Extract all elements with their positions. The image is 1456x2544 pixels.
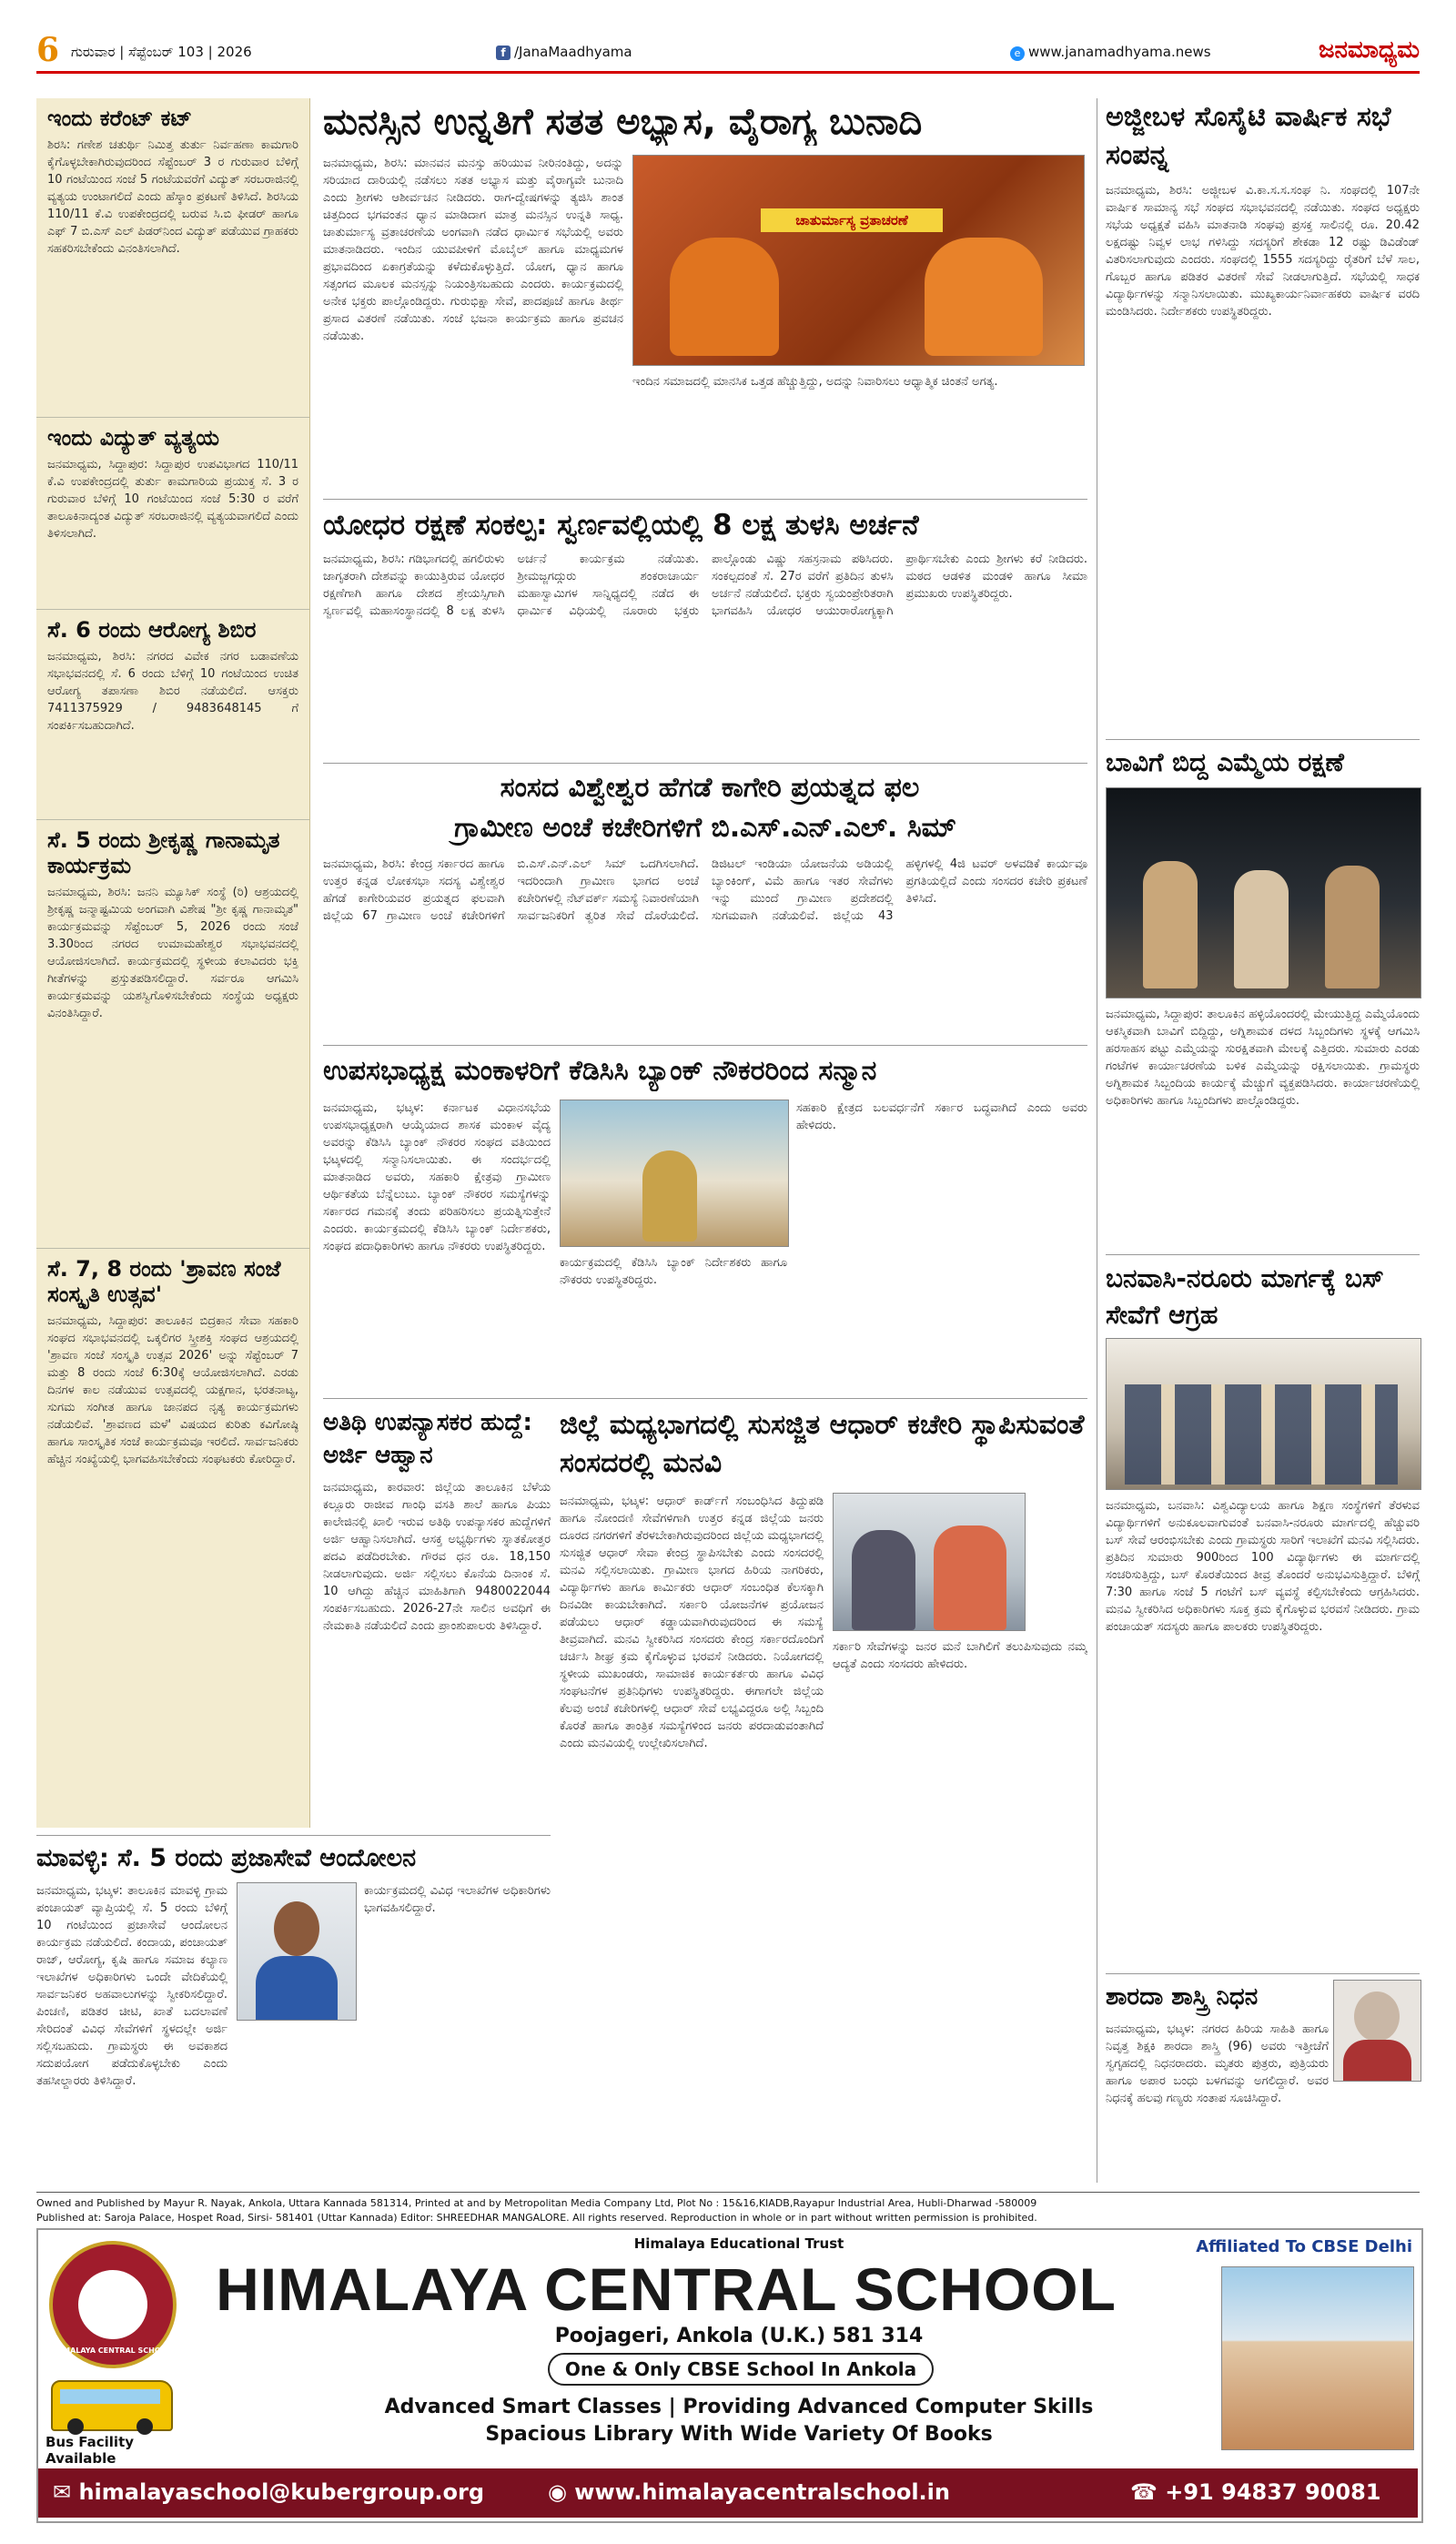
photo-banner: ಚಾತುರ್ಮಾಸ್ಯ ವ್ರತಾಚರಣೆ xyxy=(761,208,943,232)
website-link[interactable] xyxy=(1010,44,1211,61)
sidebar-item-body: ಜನಮಾಧ್ಯಮ, ಸಿದ್ದಾಪುರ: ಸಿದ್ದಾಪುರ ಉಪವಿಭಾಗದ 110/11 ಕೆ.ವಿ ಉಪಕೇಂದ್ರದಲ್ಲಿ ತುರ್ತು ಕಾಮಗಾರಿಯ ಪ್ರಯುಕ್ತ ಸೆ. 3 ರ ಗುರುವಾರ ಬೆಳಿಗ್ಗೆ 10 ಗಂಟೆಯಿಂದ ಸಂಜೆ 5:30 ರ ವರೆಗೆ ತಾಲೂಕಿನಾದ್ಯಂತ ವಿದ್ಯುತ್ ಸರಬರಾಜಿನಲ್ಲಿ ವ್ಯತ್ಯಯವಾಗಲಿದೆ ಎಂದು ತಿಳಿಸಲಾಗಿದೆ. xyxy=(47,458,298,541)
article-body: ಜನಮಾಧ್ಯಮ, ಶಿರಸಿ: ಕೇಂದ್ರ ಸರ್ಕಾರದ ಹಾಗೂ ಉತ್ತರ ಕನ್ನಡ ಲೋಕಸಭಾ ಸದಸ್ಯ ವಿಶ್ವೇಶ್ವರ ಹೆಗಡೆ ಕಾಗೇರಿಯವರ ಪ್ರಯತ್ನದ ಫಲವಾಗಿ ಜಿಲ್ಲೆಯ 67 ಗ್ರಾಮೀಣ ಅಂಚೆ ಕಚೇರಿಗಳಿಗೆ ಬಿ.ಎಸ್.ಎನ್.ಎಲ್ ಸಿಮ್ ಒದಗಿಸಲಾಗಿದೆ. ಇದರಿಂದಾಗಿ ಗ್ರಾಮೀಣ ಭಾಗದ ಅಂಚೆ ಕಚೇರಿಗಳಲ್ಲಿ ನೆಟ್‌ವರ್ಕ್ ಸಮಸ್ಯೆ ನಿವಾರಣೆಯಾಗಿ ಸಾರ್ವಜನಿಕರಿಗೆ ತ್ವರಿತ ಸೇವೆ ದೊರೆಯಲಿದೆ. ಡಿಜಿಟಲ್ ಇಂಡಿಯಾ ಯೋಜನೆಯ ಅಡಿಯಲ್ಲಿ ಬ್ಯಾಂಕಿಂಗ್, ವಿಮೆ ಹಾಗೂ ಇತರ ಸೇವೆಗಳು ಇನ್ನು ಮುಂದೆ ಗ್ರಾಮೀಣ ಪ್ರದೇಶದಲ್ಲಿ ಸುಗಮವಾಗಿ ನಡೆಯಲಿವೆ. ಜಿಲ್ಲೆಯ 43 ಹಳ್ಳಿಗಳಲ್ಲಿ 4ಜಿ ಟವರ್ ಅಳವಡಿಕೆ ಕಾರ್ಯವೂ ಪ್ರಗತಿಯಲ್ಲಿದೆ ಎಂದು ಸಂಸದರ ಕಚೇರಿ ಪ್ರಕಟಣೆ ತಿಳಿಸಿದೆ. xyxy=(323,857,1087,923)
feature-line: Spacious Library With Wide Variety Of Books xyxy=(485,2423,993,2446)
rescuer-figure xyxy=(1234,870,1289,988)
phone-number: +91 94837 90081 xyxy=(1165,2479,1381,2505)
article-body: ಜನಮಾಧ್ಯಮ, ಭಟ್ಕಳ: ನಗರದ ಹಿರಿಯ ಸಾಹಿತಿ ಹಾಗೂ ನಿವೃತ್ತ ಶಿಕ್ಷಕಿ ಶಾರದಾ ಶಾಸ್ತ್ರಿ (96) ಅವರು ಇತ್ತೀಚೆಗೆ ಸ್ವಗೃಹದಲ್ಲಿ ನಿಧನರಾದರು. ಮೃತರು ಪುತ್ರರು, ಪುತ್ರಿಯರು ಹಾಗೂ ಅಪಾರ ಬಂಧು ಬಳಗವನ್ನು ಅಗಲಿದ್ದಾರೆ. ಅವರ ನಿಧನಕ್ಕೆ ಹಲವು ಗಣ್ಯರು ಸಂತಾಪ ಸೂಚಿಸಿದ್ದಾರೆ. xyxy=(1106,2022,1329,2105)
brand-logo: ಜನಮಾಧ್ಯಮ xyxy=(1319,36,1420,64)
seal-text: HIMALAYA CENTRAL SCHOOL xyxy=(54,2346,172,2355)
headline: ಬಾವಿಗೆ ಬಿದ್ದ ಎಮ್ಮೆಯ ರಕ್ಷಣೆ xyxy=(1106,747,1344,777)
headline: ಯೋಧರ ರಕ್ಷಣೆ ಸಂಕಲ್ಪ: ಸ್ವರ್ಣವಲ್ಲಿಯಲ್ಲಿ 8 ಲಕ್ಷ ತುಳಸಿ ಅರ್ಚನೆ xyxy=(323,509,919,542)
phone-contact[interactable] xyxy=(1130,2479,1380,2505)
imprint xyxy=(36,2192,1420,2225)
issue-date: ಗುರುವಾರ | ಸೆಪ್ಟೆಂಬರ್ 103 | 2026 xyxy=(71,44,252,60)
portrait-body xyxy=(1343,2040,1411,2081)
portrait-head xyxy=(1354,1992,1400,2042)
petition-photo xyxy=(1106,1338,1421,1490)
website-contact[interactable] xyxy=(548,2479,950,2505)
bus-wheel xyxy=(136,2418,153,2435)
school-tagline: One & Only CBSE School In Ankola xyxy=(548,2353,934,2386)
sidebar-item xyxy=(36,98,309,417)
sidebar-item-title: ಸೆ. 6 ರಂದು ಆರೋಗ್ಯ ಶಿಬಿರ xyxy=(47,617,257,643)
article-body-continued: ಸಹಕಾರಿ ಕ್ಷೇತ್ರದ ಬಲವರ್ಧನೆಗೆ ಸರ್ಕಾರ ಬದ್ಧವಾಗಿದೆ ಎಂದು ಅವರು ಹೇಳಿದರು. xyxy=(796,1101,1087,1132)
article-body-continued: ಇಂದಿನ ಸಮಾಜದಲ್ಲಿ ಮಾನಸಿಕ ಒತ್ತಡ ಹೆಚ್ಚುತ್ತಿದ್ದು, ಅದನ್ನು ನಿವಾರಿಸಲು ಆಧ್ಯಾತ್ಮಿಕ ಚಿಂತನೆ ಅಗತ್ಯ. xyxy=(632,375,998,389)
feature-line: Advanced Smart Classes | Providing Advanced Computer Skills xyxy=(384,2396,1094,2418)
headline: ಮನಸ್ಸಿನ ಉನ್ನತಿಗೆ ಸತತ ಅಭ್ಯಾಸ, ವೈರಾಗ್ಯ ಬುನಾದಿ xyxy=(323,101,923,143)
school-name: HIMALAYA CENTRAL SCHOOL xyxy=(216,2255,1117,2323)
school-building-photo xyxy=(1221,2266,1414,2450)
facebook-link[interactable] xyxy=(496,44,632,60)
headline: ಉಪಸಭಾಧ್ಯಕ್ಷ ಮಂಕಾಳರಿಗೆ ಕೆಡಿಸಿಸಿ ಬ್ಯಾಂಕ್ ನೌಕರರಿಂದ ಸನ್ಮಾನ xyxy=(323,1055,877,1087)
rescuer-figure xyxy=(1143,861,1198,988)
memorandum-photo xyxy=(833,1493,1026,1631)
email-address: himalayaschool@kubergroup.org xyxy=(78,2479,485,2505)
ad-affiliation: Affiliated To CBSE Delhi xyxy=(1196,2237,1412,2256)
article-body: ಜನಮಾಧ್ಯಮ, ಶಿರಸಿ: ಅಜ್ಜೀಬಳ ವಿ.ಕಾ.ಸ.ಸ.ಸಂಘ ನಿ. ಸಂಘದಲ್ಲಿ 107ನೇ ವಾರ್ಷಿಕ ಸಾಮಾನ್ಯ ಸಭೆ ಸಂಘದ ಸಭಾಭವನದಲ್ಲಿ ನಡೆಯಿತು. ಸಂಘದ ಅಧ್ಯಕ್ಷರು ಸಭೆಯ ಅಧ್ಯಕ್ಷತೆ ವಹಿಸಿ ಮಾತನಾಡಿ ಸಂಘವು ಪ್ರಸಕ್ತ ಸಾಲಿನಲ್ಲಿ ರೂ. 20.42 ಲಕ್ಷದಷ್ಟು ನಿವ್ವಳ ಲಾಭ ಗಳಿಸಿದ್ದು ಸದಸ್ಯರಿಗೆ ಶೇಕಡಾ 12 ರಷ್ಟು ಡಿವಿಡೆಂಡ್ ವಿತರಿಸಲಾಗುವುದು ಎಂದರು. ಸಂಘದಲ್ಲಿ 1555 ಸದಸ್ಯರಿದ್ದು ರೈತರಿಗೆ ಬೆಳೆ ಸಾಲ, ಗೊಬ್ಬರ ಹಾಗೂ ಪಡಿತರ ವಿತರಣೆ ಸೇವೆ ನೀಡಲಾಗುತ್ತಿದೆ. ಸಭೆಯಲ್ಲಿ ಸಾಧಕ ವಿದ್ಯಾರ್ಥಿಗಳನ್ನು ಸನ್ಮಾನಿಸಲಾಯಿತು. ಮುಖ್ಯಕಾರ್ಯನಿರ್ವಾಹಕರು ವಾರ್ಷಿಕ ವರದಿ ಮಂಡಿಸಿದರು. ನಿರ್ದೇಶಕರು ಉಪಸ್ಥಿತರಿದ್ದರು. xyxy=(1106,184,1420,319)
imprint-line: Published at: Saroja Palace, Hospet Road, Sirsi- 581401 (Uttar Kannada) Editor: SHREEDHAR MANGALORE. All rights reserved. Reproduction in whole or in part without written permission is prohibited. xyxy=(36,2212,1037,2224)
sidebar-item-title: ಸೆ. 5 ರಂದು ಶ್ರೀಕೃಷ್ಣ ಗಾನಾಮೃತ ಕಾರ್ಯಕ್ರಮ xyxy=(47,827,280,878)
school-seal xyxy=(49,2241,177,2368)
felicitation-photo xyxy=(560,1100,789,1247)
seal-inner xyxy=(78,2270,147,2339)
phone-icon: ☎ xyxy=(1130,2479,1166,2505)
sidebar-item-body: ಜನಮಾಧ್ಯಮ, ಶಿರಸಿ: ನಗರದ ವಿವೇಕ ನಗರ ಬಡಾವಣೆಯ ಸಭಾಭವನದಲ್ಲಿ ಸೆ. 6 ರಂದು ಬೆಳಿಗ್ಗೆ 10 ಗಂಟೆಯಿಂದ ಉಚಿತ ಆರೋಗ್ಯ ತಪಾಸಣಾ ಶಿಬಿರ ನಡೆಯಲಿದೆ. ಆಸಕ್ತರು 7411375929 / 9483648145 ಗೆ ಸಂಪರ್ಕಿಸಬಹುದಾಗಿದೆ. xyxy=(47,650,298,733)
contact-bar xyxy=(38,2468,1418,2518)
obituary-portrait xyxy=(1333,1980,1421,2082)
person-figure xyxy=(852,1530,915,1630)
subheadline: ಗ್ರಾಮೀಣ ಅಂಚೆ ಕಚೇರಿಗಳಿಗೆ ಬಿ.ಎಸ್.ಎನ್.ಎಲ್. ಸಿಮ್ xyxy=(454,812,956,844)
sidebar-item-title: ಸೆ. 7, 8 ರಂದು 'ಶ್ರಾವಣ ಸಂಜೆ ಸಂಸ್ಕೃತಿ ಉತ್ಸವ' xyxy=(47,1256,281,1307)
swamiji-photo xyxy=(632,155,1085,366)
article-body: ಜನಮಾಧ್ಯಮ, ಭಟ್ಕಳ: ಕರ್ನಾಟಕ ವಿಧಾನಸಭೆಯ ಉಪಸಭಾಧ್ಯಕ್ಷರಾಗಿ ಆಯ್ಕೆಯಾದ ಶಾಸಕ ಮಂಕಾಳ ವೈದ್ಯ ಅವರನ್ನು ಕೆಡಿಸಿಸಿ ಬ್ಯಾಂಕ್ ನೌಕರರ ಸಂಘದ ವತಿಯಿಂದ ಭಟ್ಕಳದಲ್ಲಿ ಸನ್ಮಾನಿಸಲಾಯಿತು. ಈ ಸಂದರ್ಭದಲ್ಲಿ ಮಾತನಾಡಿದ ಅವರು, ಸಹಕಾರಿ ಕ್ಷೇತ್ರವು ಗ್ರಾಮೀಣ ಆರ್ಥಿಕತೆಯ ಬೆನ್ನೆಲುಬು. ಬ್ಯಾಂಕ್ ನೌಕರರ ಸಮಸ್ಯೆಗಳನ್ನು ಸರ್ಕಾರದ ಗಮನಕ್ಕೆ ತಂದು ಪರಿಹರಿಸಲು ಪ್ರಯತ್ನಿಸುತ್ತೇನೆ ಎಂದರು. ಕಾರ್ಯಕ್ರಮದಲ್ಲಿ ಕೆಡಿಸಿಸಿ ಬ್ಯಾಂಕ್ ನಿರ್ದೇಶಕರು, ಸಂಘದ ಪದಾಧಿಕಾರಿಗಳು ಹಾಗೂ ನೌಕರರು ಉಪಸ್ಥಿತರಿದ್ದರು. xyxy=(323,1101,551,1253)
honoree-figure xyxy=(642,1150,697,1242)
bus-facility-label: Bus Facility Available xyxy=(46,2434,135,2467)
globe-icon: ◉ xyxy=(548,2479,575,2505)
email-contact[interactable] xyxy=(53,2479,484,2505)
official-portrait-photo xyxy=(237,1882,357,2021)
bus-wheel xyxy=(67,2418,84,2435)
facebook-icon: f xyxy=(496,46,511,60)
article-body: ಜನಮಾಧ್ಯಮ, ಬನವಾಸಿ: ವಿಶ್ವವಿದ್ಯಾಲಯ ಹಾಗೂ ಶಿಕ್ಷಣ ಸಂಸ್ಥೆಗಳಿಗೆ ತೆರಳುವ ವಿದ್ಯಾರ್ಥಿಗಳಿಗೆ ಅನುಕೂಲವಾಗುವಂತೆ ಬನವಾಸಿ-ನರೂರು ಮಾರ್ಗದಲ್ಲಿ ಹೆಚ್ಚುವರಿ ಬಸ್ ಸೇವೆ ಆರಂಭಿಸಬೇಕು ಎಂದು ಗ್ರಾಮಸ್ಥರು ಸಾರಿಗೆ ಇಲಾಖೆಗೆ ಮನವಿ ಸಲ್ಲಿಸಿದರು. ಪ್ರತಿದಿನ ಸುಮಾರು 900ರಿಂದ 100 ವಿದ್ಯಾರ್ಥಿಗಳು ಈ ಮಾರ್ಗದಲ್ಲಿ ಸಂಚರಿಸುತ್ತಿದ್ದು, ಬಸ್ ಕೊರತೆಯಿಂದ ತೀವ್ರ ತೊಂದರೆ ಅನುಭವಿಸುತ್ತಿದ್ದಾರೆ. ಬೆಳಿಗ್ಗೆ 7:30 ಹಾಗೂ ಸಂಜೆ 5 ಗಂಟೆಗೆ ಬಸ್ ವ್ಯವಸ್ಥೆ ಕಲ್ಪಿಸಬೇಕೆಂದು ಆಗ್ರಹಿಸಿದರು. ಮನವಿ ಸ್ವೀಕರಿಸಿದ ಅಧಿಕಾರಿಗಳು ಸೂಕ್ತ ಕ್ರಮ ಕೈಗೊಳ್ಳುವ ಭರವಸೆ ನೀಡಿದರು. ಗ್ರಾಮ ಪಂಚಾಯತ್ ಸದಸ್ಯರು ಹಾಗೂ ಪಾಲಕರು ಉಪಸ್ಥಿತರಿದ್ದರು. xyxy=(1106,1499,1420,1634)
group-figure xyxy=(1125,1384,1398,1485)
sidebar-item-body: ಜನಮಾಧ್ಯಮ, ಸಿದ್ದಾಪುರ: ತಾಲೂಕಿನ ಬಿದ್ರಕಾನ ಸೇವಾ ಸಹಕಾರಿ ಸಂಘದ ಸಭಾಭವನದಲ್ಲಿ ಒಕ್ಕಲಿಗರ ಸ್ತ್ರೀಶಕ್ತಿ ಸಂಘದ ಆಶ್ರಯದಲ್ಲಿ 'ಶ್ರಾವಣ ಸಂಜೆ ಸಂಸ್ಕೃತಿ ಉತ್ಸವ 2026' ಅನ್ನು ಸೆಪ್ಟೆಂಬರ್ 7 ಮತ್ತು 8 ರಂದು ಸಂಜೆ 6:30ಕ್ಕೆ ಆಯೋಜಿಸಲಾಗಿದೆ. ಎರಡು ದಿನಗಳ ಕಾಲ ನಡೆಯುವ ಉತ್ಸವದಲ್ಲಿ ಯಕ್ಷಗಾನ, ಭರತನಾಟ್ಯ, ಸುಗಮ ಸಂಗೀತ ಹಾಗೂ ಜಾನಪದ ನೃತ್ಯ ಕಾರ್ಯಕ್ರಮಗಳು ನಡೆಯಲಿವೆ. 'ಶ್ರಾವಣದ ಮಳೆ' ವಿಷಯದ ಕುರಿತು ಕವಿಗೋಷ್ಠಿ ಹಾಗೂ ಸಾಂಸ್ಕೃತಿಕ ಸಂಜೆ ಕಾರ್ಯಕ್ರಮವೂ ಇರಲಿದೆ. ಸಾರ್ವಜನಿಕರು ಹೆಚ್ಚಿನ ಸಂಖ್ಯೆಯಲ್ಲಿ ಭಾಗವಹಿಸಬೇಕೆಂದು ಸಂಘಟಕರು ಕೋರಿದ್ದಾರೆ. xyxy=(47,1314,298,1466)
headline: ಅತಿಥಿ ಉಪನ್ಯಾಸಕರ ಹುದ್ದೆ: ಅರ್ಜಿ ಆಹ್ವಾನ xyxy=(323,1409,532,1469)
headline: ಶಾರದಾ ಶಾಸ್ತ್ರಿ ನಿಧನ xyxy=(1106,1983,1259,2011)
sidebar-item-title: ಇಂದು ಕರೆಂಟ್ ಕಟ್ xyxy=(47,106,192,131)
bus-window xyxy=(60,2389,160,2404)
article-body: ಜನಮಾಧ್ಯಮ, ಭಟ್ಕಳ: ತಾಲೂಕಿನ ಮಾವಳ್ಳಿ ಗ್ರಾಮ ಪಂಚಾಯತ್ ವ್ಯಾಪ್ತಿಯಲ್ಲಿ ಸೆ. 5 ರಂದು ಬೆಳಿಗ್ಗೆ 10 ಗಂಟೆಯಿಂದ ಪ್ರಜಾಸೇವೆ ಆಂದೋಲನ ಕಾರ್ಯಕ್ರಮ ನಡೆಯಲಿದೆ. ಕಂದಾಯ, ಪಂಚಾಯತ್ ರಾಜ್, ಆರೋಗ್ಯ, ಕೃಷಿ ಹಾಗೂ ಸಮಾಜ ಕಲ್ಯಾಣ ಇಲಾಖೆಗಳ ಅಧಿಕಾರಿಗಳು ಒಂದೇ ವೇದಿಕೆಯಲ್ಲಿ ಸಾರ್ವಜನಿಕರ ಅಹವಾಲುಗಳನ್ನು ಸ್ವೀಕರಿಸಲಿದ್ದಾರೆ. ಪಿಂಚಣಿ, ಪಡಿತರ ಚೀಟಿ, ಖಾತೆ ಬದಲಾವಣೆ ಸೇರಿದಂತೆ ವಿವಿಧ ಸೇವೆಗಳಿಗೆ ಸ್ಥಳದಲ್ಲೇ ಅರ್ಜಿ ಸಲ್ಲಿಸಬಹುದು. ಗ್ರಾಮಸ್ಥರು ಈ ಅವಕಾಶದ ಸದುಪಯೋಗ ಪಡೆದುಕೊಳ್ಳಬೇಕು ಎಂದು ತಹಸೀಲ್ದಾರರು ತಿಳಿಸಿದ್ದಾರೆ. xyxy=(36,1884,228,2088)
rescuer-figure xyxy=(1325,866,1380,988)
article-body-continued: ಕಾರ್ಯಕ್ರಮದಲ್ಲಿ ಕೆಡಿಸಿಸಿ ಬ್ಯಾಂಕ್ ನಿರ್ದೇಶಕರು ಹಾಗೂ ನೌಕರರು ಉಪಸ್ಥಿತರಿದ್ದರು. xyxy=(560,1256,787,1287)
article-body: ಜನಮಾಧ್ಯಮ, ಭಟ್ಕಳ: ಆಧಾರ್ ಕಾರ್ಡ್‌ಗೆ ಸಂಬಂಧಿಸಿದ ತಿದ್ದುಪಡಿ ಹಾಗೂ ನೋಂದಣಿ ಸೇವೆಗಳಿಗಾಗಿ ಉತ್ತರ ಕನ್ನಡ ಜಿಲ್ಲೆಯ ಜನರು ದೂರದ ನಗರಗಳಿಗೆ ತೆರಳಬೇಕಾಗಿರುವುದರಿಂದ ಜಿಲ್ಲೆಯ ಮಧ್ಯಭಾಗದಲ್ಲಿ ಸುಸಜ್ಜಿತ ಆಧಾರ್ ಸೇವಾ ಕೇಂದ್ರ ಸ್ಥಾಪಿಸಬೇಕು ಎಂದು ಸಂಸದರಲ್ಲಿ ಮನವಿ ಸಲ್ಲಿಸಲಾಯಿತು. ಗ್ರಾಮೀಣ ಭಾಗದ ಹಿರಿಯ ನಾಗರಿಕರು, ವಿದ್ಯಾರ್ಥಿಗಳು ಹಾಗೂ ಕಾರ್ಮಿಕರು ಆಧಾರ್ ಸಂಬಂಧಿತ ಕೆಲಸಕ್ಕಾಗಿ ದಿನವಿಡೀ ಕಾಯಬೇಕಾಗಿದೆ. ಸರ್ಕಾರಿ ಯೋಜನೆಗಳ ಪ್ರಯೋಜನ ಪಡೆಯಲು ಆಧಾರ್ ಕಡ್ಡಾಯವಾಗಿರುವುದರಿಂದ ಈ ಸಮಸ್ಯೆ ತೀವ್ರವಾಗಿದೆ. ಮನವಿ ಸ್ವೀಕರಿಸಿದ ಸಂಸದರು ಕೇಂದ್ರ ಸರ್ಕಾರದೊಂದಿಗೆ ಚರ್ಚಿಸಿ ಶೀಘ್ರ ಕ್ರಮ ಕೈಗೊಳ್ಳುವ ಭರವಸೆ ನೀಡಿದರು. ನಿಯೋಗದಲ್ಲಿ ಸ್ಥಳೀಯ ಮುಖಂಡರು, ಸಾಮಾಜಿಕ ಕಾರ್ಯಕರ್ತರು ಹಾಗೂ ವಿವಿಧ ಸಂಘಟನೆಗಳ ಪ್ರತಿನಿಧಿಗಳು ಉಪಸ್ಥಿತರಿದ್ದರು. ಈಗಾಗಲೇ ಜಿಲ್ಲೆಯ ಕೆಲವು ಅಂಚೆ ಕಚೇರಿಗಳಲ್ಲಿ ಆಧಾರ್ ಸೇವೆ ಲಭ್ಯವಿದ್ದರೂ ಅಲ್ಲಿ ಸಿಬ್ಬಂದಿ ಕೊರತೆ ಹಾಗೂ ತಾಂತ್ರಿಕ ಸಮಸ್ಯೆಗಳಿಂದ ಜನರು ಪರದಾಡುವಂತಾಗಿದೆ ಎಂದು ಮನವಿಯಲ್ಲಿ ಉಲ್ಲೇಖಿಸಲಾಗಿದೆ. xyxy=(560,1495,824,1750)
website-url: www.janamadhyama.news xyxy=(1028,44,1211,60)
sidebar-item xyxy=(36,819,309,1248)
seated-swami-figure xyxy=(670,238,779,356)
ad-trust-name: Himalaya Educational Trust xyxy=(633,2235,844,2252)
article-body: ಜನಮಾಧ್ಯಮ, ಶಿರಸಿ: ಗಡಿಭಾಗದಲ್ಲಿ ಹಗಲಿರುಳು ಜಾಗೃತರಾಗಿ ದೇಶವನ್ನು ಕಾಯುತ್ತಿರುವ ಯೋಧರ ರಕ್ಷಣೆಗಾಗಿ ಹಾಗೂ ದೇಶದ ಶ್ರೇಯಸ್ಸಿಗಾಗಿ ಸ್ವರ್ಣವಲ್ಲಿ ಮಹಾಸಂಸ್ಥಾನದಲ್ಲಿ 8 ಲಕ್ಷ ತುಳಸಿ ಅರ್ಚನೆ ಕಾರ್ಯಕ್ರಮ ನಡೆಯಿತು. ಶ್ರೀಮಜ್ಜಗದ್ಗುರು ಶಂಕರಾಚಾರ್ಯ ಮಹಾಸ್ವಾಮಿಗಳ ಸಾನ್ನಿಧ್ಯದಲ್ಲಿ ನಡೆದ ಈ ಧಾರ್ಮಿಕ ವಿಧಿಯಲ್ಲಿ ನೂರಾರು ಭಕ್ತರು ಪಾಲ್ಗೊಂಡು ವಿಷ್ಣು ಸಹಸ್ರನಾಮ ಪಠಿಸಿದರು. ಸಂಕಲ್ಪದಂತೆ ಸೆ. 27ರ ವರೆಗೆ ಪ್ರತಿದಿನ ತುಳಸಿ ಅರ್ಚನೆ ನಡೆಯಲಿದೆ. ಭಕ್ತರು ಸ್ವಯಂಪ್ರೇರಿತರಾಗಿ ಭಾಗವಹಿಸಿ ಯೋಧರ ಆಯುರಾರೋಗ್ಯಕ್ಕಾಗಿ ಪ್ರಾರ್ಥಿಸಬೇಕು ಎಂದು ಶ್ರೀಗಳು ಕರೆ ನೀಡಿದರು. ಮಠದ ಆಡಳಿತ ಮಂಡಳಿ ಹಾಗೂ ಸೀಮಾ ಪ್ರಮುಖರು ಉಪಸ್ಥಿತರಿದ್ದರು. xyxy=(323,552,1087,618)
page-number: 6 xyxy=(36,31,60,69)
article-body: ಜನಮಾಧ್ಯಮ, ಸಿದ್ದಾಪುರ: ತಾಲೂಕಿನ ಹಳ್ಳಿಯೊಂದರಲ್ಲಿ ಮೇಯುತ್ತಿದ್ದ ಎಮ್ಮೆಯೊಂದು ಆಕಸ್ಮಿಕವಾಗಿ ಬಾವಿಗೆ ಬಿದ್ದಿದ್ದು, ಅಗ್ನಿಶಾಮಕ ದಳದ ಸಿಬ್ಬಂದಿಗಳು ಸ್ಥಳಕ್ಕೆ ಆಗಮಿಸಿ ಹರಸಾಹಸ ಪಟ್ಟು ಎಮ್ಮೆಯನ್ನು ಸುರಕ್ಷಿತವಾಗಿ ಮೇಲಕ್ಕೆ ಎತ್ತಿದರು. ಸುಮಾರು ಎರಡು ಗಂಟೆಗಳ ಕಾರ್ಯಾಚರಣೆಯ ಬಳಿಕ ಎಮ್ಮೆಯನ್ನು ರಕ್ಷಿಸಲಾಯಿತು. ಗ್ರಾಮಸ್ಥರು ಅಗ್ನಿಶಾಮಕ ಸಿಬ್ಬಂದಿಯ ಕಾರ್ಯಕ್ಕೆ ಮೆಚ್ಚುಗೆ ವ್ಯಕ್ತಪಡಿಸಿದರು. ಕಾರ್ಯಾಚರಣೆಯಲ್ಲಿ ಅಧಿಕಾರಿಗಳು ಹಾಗೂ ಸಿಬ್ಬಂದಿಗಳು ಪಾಲ್ಗೊಂಡಿದ್ದರು. xyxy=(1106,1008,1420,1108)
facebook-handle: /JanaMaadhyama xyxy=(514,44,632,60)
sidebar-item xyxy=(36,609,309,819)
article-body-continued: ಸರ್ಕಾರಿ ಸೇವೆಗಳನ್ನು ಜನರ ಮನೆ ಬಾಗಿಲಿಗೆ ತಲುಪಿಸುವುದು ನಮ್ಮ ಆದ್ಯತೆ ಎಂದು ಸಂಸದರು ಹೇಳಿದರು. xyxy=(833,1640,1087,1671)
sidebar-item xyxy=(36,1248,309,1822)
headline: ಮಾವಳ್ಳಿ: ಸೆ. 5 ರಂದು ಪ್ರಜಾಸೇವೆ ಆಂದೋಲನ xyxy=(36,1844,417,1872)
headline: ಜಿಲ್ಲೆ ಮಧ್ಯಭಾಗದಲ್ಲಿ ಸುಸಜ್ಜಿತ ಆಧಾರ್ ಕಚೇರಿ ಸ್ಥಾಪಿಸುವಂತೆ ಸಂಸದರಲ್ಲಿ ಮನವಿ xyxy=(560,1409,1085,1479)
globe-icon: e xyxy=(1010,46,1025,61)
article-body: ಜನಮಾಧ್ಯಮ, ಶಿರಸಿ: ಮಾನವನ ಮನಸ್ಸು ಹರಿಯುವ ನೀರಿನಂತಿದ್ದು, ಅದನ್ನು ಸರಿಯಾದ ದಾರಿಯಲ್ಲಿ ನಡೆಸಲು ಸತತ ಅಭ್ಯಾಸ ಮತ್ತು ವೈರಾಗ್ಯವೇ ಬುನಾದಿ ಎಂದು ಶ್ರೀಗಳು ಆಶೀರ್ವಚನ ನೀಡಿದರು. ರಾಗ-ದ್ವೇಷಗಳನ್ನು ತ್ಯಜಿಸಿ ಶಾಂತ ಚಿತ್ತದಿಂದ ಭಗವಂತನ ಧ್ಯಾನ ಮಾಡಿದಾಗ ಮಾತ್ರ ಮನಸ್ಸಿನ ಉನ್ನತಿ ಸಾಧ್ಯ. ಚಾತುರ್ಮಾಸ್ಯ ವ್ರತಾಚರಣೆಯ ಅಂಗವಾಗಿ ನಡೆದ ಧಾರ್ಮಿಕ ಸಭೆಯಲ್ಲಿ ಅವರು ಮಾತನಾಡಿದರು. ಇಂದಿನ ಯುವಪೀಳಿಗೆ ಮೊಬೈಲ್ ಹಾಗೂ ಮಾಧ್ಯಮಗಳ ಪ್ರಭಾವದಿಂದ ಏಕಾಗ್ರತೆಯನ್ನು ಕಳೆದುಕೊಳ್ಳುತ್ತಿದೆ. ಯೋಗ, ಧ್ಯಾನ ಹಾಗೂ ಸತ್ಸಂಗದ ಮೂಲಕ ಮನಸ್ಸನ್ನು ನಿಯಂತ್ರಿಸಬಹುದು ಎಂದರು. ಕಾರ್ಯಕ್ರಮದಲ್ಲಿ ಅನೇಕ ಭಕ್ತರು ಪಾಲ್ಗೊಂಡಿದ್ದರು. ಗುರುಭಿಕ್ಷಾ ಸೇವೆ, ಪಾದಪೂಜೆ ಹಾಗೂ ತೀರ್ಥ ಪ್ರಸಾದ ವಿತರಣೆ ನಡೆಯಿತು. ಸಂಜೆ ಭಜನಾ ಕಾರ್ಯಕ್ರಮ ಹಾಗೂ ಪ್ರವಚನ ನಡೆಯಿತು. xyxy=(323,157,623,343)
sidebar-item-title: ಇಂದು ವಿದ್ಯುತ್ ವ್ಯತ್ಯಯ xyxy=(47,425,219,451)
article-body-continued: ಕಾರ್ಯಕ್ರಮದಲ್ಲಿ ವಿವಿಧ ಇಲಾಖೆಗಳ ಅಧಿಕಾರಿಗಳು ಭಾಗವಹಿಸಲಿದ್ದಾರೆ. xyxy=(364,1884,551,1915)
website-address: www.himalayacentralschool.in xyxy=(574,2479,950,2505)
news-sidebar xyxy=(36,98,310,1828)
headline: ಬನವಾಸಿ-ನರೂರು ಮಾರ್ಗಕ್ಕೆ ಬಸ್ ಸೇವೆಗೆ ಆಗ್ರಹ xyxy=(1106,1263,1384,1330)
person-figure xyxy=(934,1525,1006,1630)
email-icon: ✉ xyxy=(53,2479,79,2505)
seated-swami-figure xyxy=(925,238,1043,356)
page-header xyxy=(36,31,1420,74)
portrait-head xyxy=(274,1901,319,1956)
portrait-body xyxy=(256,1956,338,2020)
imprint-line: Owned and Published by Mayur R. Nayak, Ankola, Uttara Kannada 581314, Printed at and by Metropolitan Media Company Ltd, Plot No : 15&16,KIADB,Rayapur Industrial Area, Hubli-Dharwad -580009 xyxy=(36,2197,1037,2209)
sidebar-item-body: ಶಿರಸಿ: ಗಣೇಶ ಚತುರ್ಥಿ ನಿಮಿತ್ತ ತುರ್ತು ನಿರ್ವಹಣಾ ಕಾಮಗಾರಿ ಕೈಗೊಳ್ಳಬೇಕಾಗಿರುವುದರಿಂದ ಸೆಪ್ಟೆಂಬರ್ 3 ರ ಗುರುವಾರ ಬೆಳಿಗ್ಗೆ 10 ಗಂಟೆಯಿಂದ ಸಂಜೆ 5 ಗಂಟೆಯವರೆಗೆ ವಿದ್ಯುತ್ ಸರಬರಾಜಿನಲ್ಲಿ ವ್ಯತ್ಯಯ ಉಂಟಾಗಲಿದೆ ಎಂದು ಹೆಸ್ಕಾಂ ಪ್ರಕಟಣೆ ತಿಳಿಸಿದೆ. ಶಿರಸಿಯ 110/11 ಕೆ.ವಿ ಉಪಕೇಂದ್ರದಲ್ಲಿ ಬರುವ ಸಿ.ಬಿ ಫೀಡರ್ ಹಾಗೂ ಎಫ್ 7 ಬಿ.ಎಸ್ ಎಲ್ ಪಿಡರ್‌ನಿಂದ ವಿದ್ಯುತ್ ಪಡೆಯುವ ಗ್ರಾಹಕರು ಸಹಕರಿಸಬೇಕೆಂದು ವಿನಂತಿಸಲಾಗಿದೆ. xyxy=(47,138,298,256)
headline: ಸಂಸದ ವಿಶ್ವೇಶ್ವರ ಹೆಗಡೆ ಕಾಗೇರಿ ಪ್ರಯತ್ನದ ಫಲ xyxy=(500,772,920,804)
headline: ಅಜ್ಜೀಬಳ ಸೊಸೈಟಿ ವಾರ್ಷಿಕ ಸಭೆ ಸಂಪನ್ನ xyxy=(1106,101,1391,171)
school-address: Poojageri, Ankola (U.K.) 581 314 xyxy=(554,2325,924,2347)
school-advertisement xyxy=(36,2228,1423,2523)
sidebar-item xyxy=(36,417,309,609)
rescue-photo xyxy=(1106,787,1421,998)
school-bus-icon xyxy=(51,2380,173,2431)
article-body: ಜನಮಾಧ್ಯಮ, ಕಾರವಾರ: ಜಿಲ್ಲೆಯ ತಾಲೂಕಿನ ಬೆಳೆಯ ಕಲ್ಲೂರು ರಾಜೀವ ಗಾಂಧಿ ವಸತಿ ಶಾಲೆ ಹಾಗೂ ಪಿಯು ಕಾಲೇಜಿನಲ್ಲಿ ಖಾಲಿ ಇರುವ ಅತಿಥಿ ಉಪನ್ಯಾಸಕರ ಹುದ್ದೆಗಳಿಗೆ ಅರ್ಜಿ ಆಹ್ವಾನಿಸಲಾಗಿದೆ. ಆಸಕ್ತ ಅಭ್ಯರ್ಥಿಗಳು ಸ್ನಾತಕೋತ್ತರ ಪದವಿ ಪಡೆದಿರಬೇಕು. ಗೌರವ ಧನ ರೂ. 18,150 ನೀಡಲಾಗುವುದು. ಅರ್ಜಿ ಸಲ್ಲಿಸಲು ಕೊನೆಯ ದಿನಾಂಕ ಸೆ. 10 ಆಗಿದ್ದು ಹೆಚ್ಚಿನ ಮಾಹಿತಿಗಾಗಿ 9480022044 ಸಂಪರ್ಕಿಸಬಹುದು. 2026-27ನೇ ಸಾಲಿನ ಅವಧಿಗೆ ಈ ನೇಮಕಾತಿ ನಡೆಯಲಿದೆ ಎಂದು ಪ್ರಾಂಶುಪಾಲರು ತಿಳಿಸಿದ್ದಾರೆ. xyxy=(323,1481,551,1633)
sidebar-item-body: ಜನಮಾಧ್ಯಮ, ಶಿರಸಿ: ಜನನಿ ಮ್ಯೂಸಿಕ್ ಸಂಸ್ಥೆ (ರಿ) ಆಶ್ರಯದಲ್ಲಿ ಶ್ರೀಕೃಷ್ಣ ಜನ್ಮಾಷ್ಟಮಿಯ ಅಂಗವಾಗಿ ವಿಶೇಷ "ಶ್ರೀ ಕೃಷ್ಣ ಗಾನಾಮೃತ" ಕಾರ್ಯಕ್ರಮವನ್ನು ಸೆಪ್ಟೆಂಬರ್ 5, 2026 ರಂದು ಸಂಜೆ 3.30ರಿಂದ ನಗರದ ಉಮಾಮಹೇಶ್ವರ ಸಭಾಭವನದಲ್ಲಿ ಆಯೋಜಿಸಲಾಗಿದೆ. ಕಾರ್ಯಕ್ರಮದಲ್ಲಿ ಸ್ಥಳೀಯ ಕಲಾವಿದರು ಭಕ್ತಿ ಗೀತೆಗಳನ್ನು ಪ್ರಸ್ತುತಪಡಿಸಲಿದ್ದಾರೆ. ಸರ್ವರೂ ಆಗಮಿಸಿ ಕಾರ್ಯಕ್ರಮವನ್ನು ಯಶಸ್ವಿಗೊಳಿಸಬೇಕೆಂದು ಸಂಸ್ಥೆಯ ಅಧ್ಯಕ್ಷರು ವಿನಂತಿಸಿದ್ದಾರೆ. xyxy=(47,886,298,1020)
